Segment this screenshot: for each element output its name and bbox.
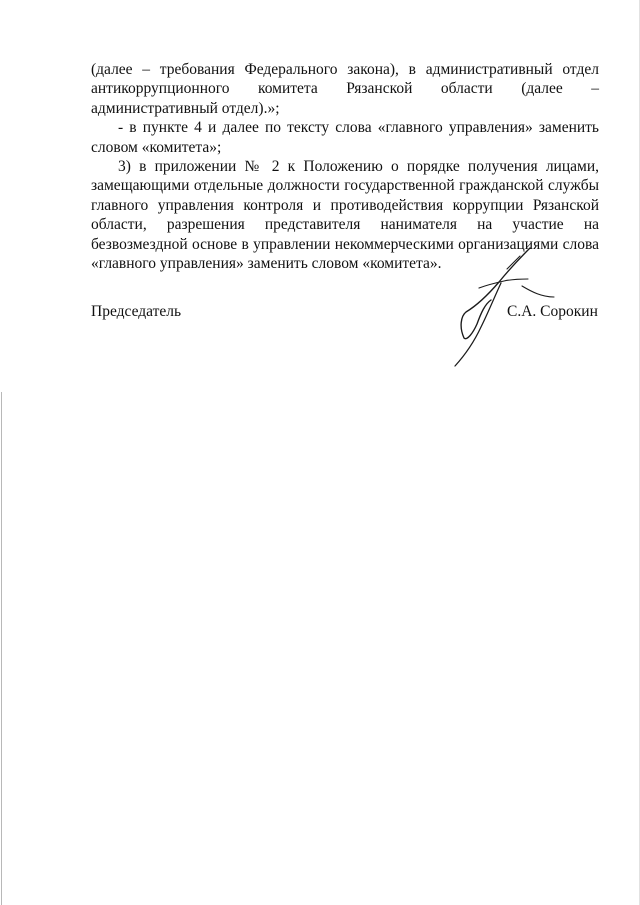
scan-edge-left (1, 392, 2, 905)
paragraph-appendix-2-amendment: 3) в приложении № 2 к Положению о порядке получения лицами, замещающими отдельные должности государственной гражданской службы главного управления контроля и противодействия коррупции Рязанской области, разрешения представителя нанимателя на участие на безвозмездной основе в управлении некоммерческими организациями слова «главного управления» заменить словом «комитета». (91, 158, 599, 273)
paragraph-point-4-amendment: - в пункте 4 и далее по тексту слова «главного управления» заменить словом «комитета»; (91, 119, 599, 156)
paragraph-continuation: (далее – требования Федерального закона), в административный отдел антикоррупционного комитета Рязанской области (далее – административный отдел).»; (91, 61, 599, 117)
signatory-name: С.А. Сорокин (507, 303, 598, 320)
document-body (91, 60, 599, 273)
signatory-title: Председатель (91, 303, 182, 320)
